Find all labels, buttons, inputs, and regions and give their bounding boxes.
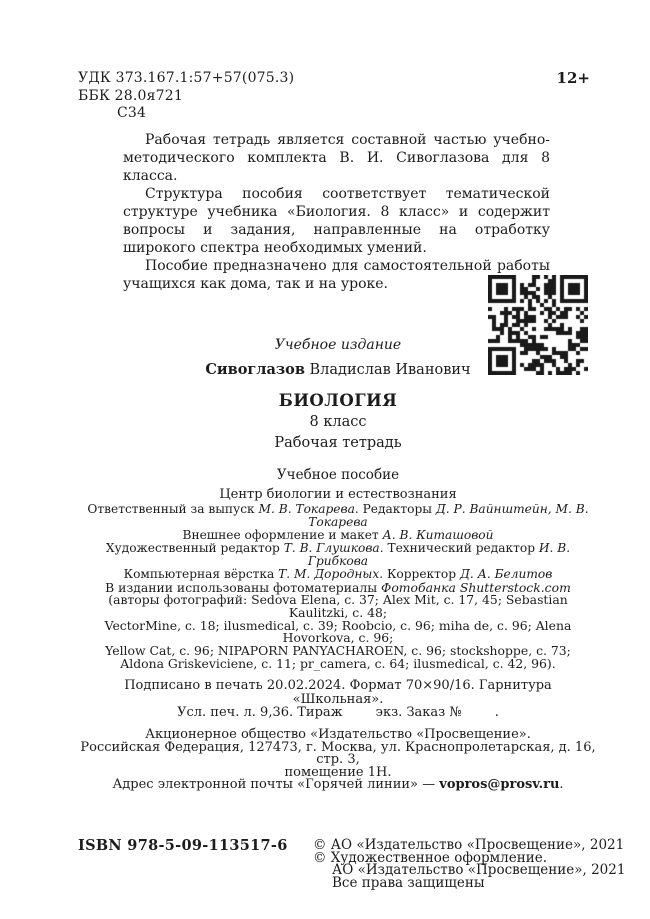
isbn-number: ISBN 978-5-09-113517-6 [78,837,288,854]
photo-credits-line: (авторы фотографий: Sedova Elena, с. 37; Alex Mit, с. 17, 45; Sebastian Kaulitzki, с. 48; [108,592,568,620]
copyright-line-4: Все права защищены [332,874,485,891]
credits-line-2: Внешнее оформление и макет А. В. Киташовой [182,527,494,542]
classification-codes [78,70,598,123]
hotline-email: vopros@prosv.ru [439,777,560,793]
annotation-paragraph-2: Структура пособия соответствует тематической структуре учебника «Биология. 8 класс» и содержит вопросы и задания, направленные на отработку широкого спектра необходимых умений. [123,185,550,256]
isbn-copyright-footer [78,837,626,919]
book-subtitle: Рабочая тетрадь [274,434,402,451]
edition-kind: Учебное издание [274,336,402,353]
publisher-address-1: Российская Федерация, 127473, г. Москва, ул. Краснопролетарская, д. 16, стр. 3, [80,739,596,768]
udk-code: УДК 373.167.1:57+57(075.3) [78,70,295,86]
credits-line-4: Компьютерная вёрстка Т. М. Дородных. Корректор Д. А. Белитов [123,566,553,581]
edition-type: Учебное пособие [276,466,400,483]
copyright-block [313,839,625,889]
author-sign-code: С34 [117,105,147,121]
publisher-name: Акционерное общество «Издательство «Просвещение». [145,727,531,743]
hotline-email-line: Адрес электронной почты «Горячей линии» — vopros@prosv.ru. [112,777,564,793]
credits-line-3: Художественный редактор Т. В. Глушкова. Технический редактор И. В. Грибкова [105,540,571,568]
photo-credits-intro: В издании использованы фотоматериалы Фотобанка Shutterstock.com [105,579,571,595]
copyright-line-3: АО «Издательство «Просвещение», 2021 [332,862,626,878]
credits-line-1: Ответственный за выпуск М. В. Токарева. Редакторы Д. Р. Вайнштейн, М. В. Токарева [87,501,589,529]
annotation-paragraph-1: Рабочая тетрадь является составной частью учебно-методического комплекта В. И. Сивоглазова для 8 класса. [123,131,550,184]
photo-credits-line: Aldona Griskeviciene, с. 11; pr_camera, с. 64; ilusmedical, с. 42, 96). [120,655,556,671]
grade-label: 8 класс [309,413,367,430]
photo-credits [78,579,598,671]
annotation-paragraph-3: Пособие предназначено для самостоятельной работы учащихся как дома, так и на уроке. [123,257,550,292]
annotation-block [123,131,550,293]
qr-code-icon [488,275,588,375]
print-info-line-1: Подписано в печать 20.02.2024. Формат 70×90/16. Гарнитура «Школьная». [124,678,552,707]
print-info-line-2: Усл. печ. л. 9,36. Тираж экз. Заказ № . [177,704,499,720]
classification-block [78,70,598,123]
publisher-info [78,729,598,792]
copyright-line-1: © АО «Издательство «Просвещение», 2021 [313,837,625,853]
age-rating-badge: 12+ [556,69,590,87]
author-name: Сивоглазов Владислав Иванович [205,360,471,378]
book-title: БИОЛОГИЯ [278,390,398,410]
photo-credits-line: Yellow Cat, с. 96; NIPAPORN PANYACHAROEN, с. 96; stockshoppe, с. 73; [105,643,571,659]
publishing-center: Центр биологии и естествознания [219,486,457,502]
photo-credits-line: VectorMine, с. 18; ilusmedical, с. 39; Roobcio, с. 96; miha de, с. 96; Alena Hovorkova, с. 96; [104,617,572,646]
copyright-line-2: © Художественное оформление. [313,849,548,866]
bbk-code: ББК 28.0я721 [78,87,183,104]
print-info [78,679,598,719]
staff-credits [78,503,598,581]
publisher-address-2: помещение 1Н. [284,764,392,780]
